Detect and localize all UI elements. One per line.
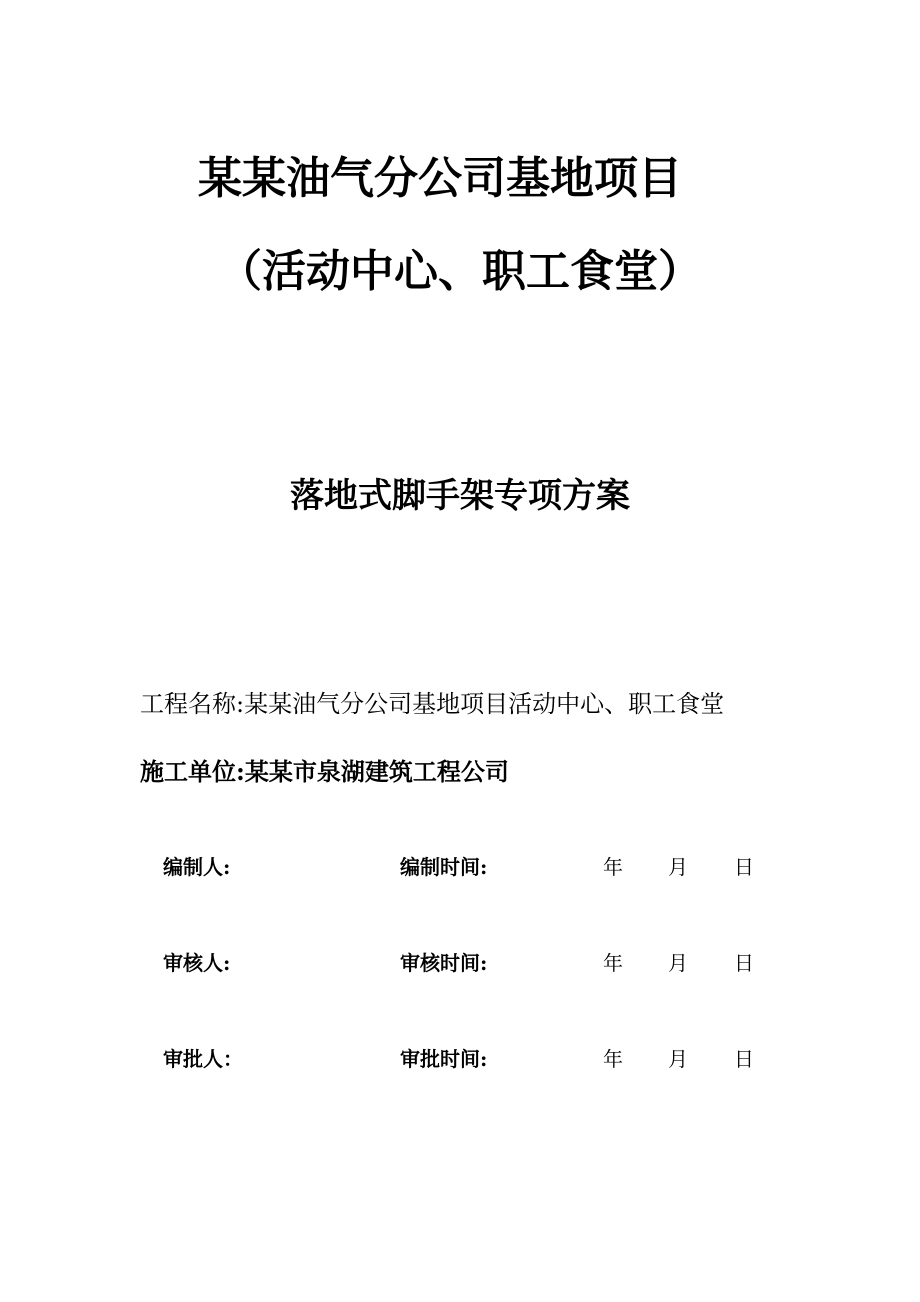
approved-time-label: 审批时间:	[400, 1047, 488, 1071]
reviewed-year: 年	[603, 951, 623, 975]
document-subtitle: 落地式脚手架专项方案	[290, 476, 630, 516]
project-name-label: 工程名称	[140, 690, 236, 718]
project-name-line	[140, 684, 724, 719]
reviewer-label: 审核人:	[163, 951, 231, 975]
approved-year: 年	[603, 1047, 623, 1071]
prepared-day: 日	[734, 855, 754, 879]
project-name-value: 某某油气分公司基地项目活动中心、职工食堂	[244, 690, 725, 718]
approver-label: 审批人：	[163, 1047, 243, 1071]
prepared-year: 年	[603, 855, 623, 879]
reviewed-month: 月	[668, 951, 688, 975]
contractor-label: 施工单位:	[140, 757, 245, 786]
contractor-line	[140, 752, 509, 787]
approved-month: 月	[668, 1047, 688, 1071]
document-title-line1: 某某油气分公司基地项目	[198, 153, 682, 204]
project-name-separator: :	[236, 690, 245, 718]
prepared-time-label: 编制时间:	[400, 855, 488, 879]
reviewed-day: 日	[734, 951, 754, 975]
reviewed-time-label: 审核时间:	[400, 951, 488, 975]
document-title-line2: （活动中心、职工食堂）	[218, 246, 702, 297]
approved-day: 日	[734, 1047, 754, 1071]
preparer-label: 编制人:	[163, 855, 231, 879]
prepared-month: 月	[668, 855, 688, 879]
contractor-value: 某某市泉湖建筑工程公司	[244, 757, 509, 786]
